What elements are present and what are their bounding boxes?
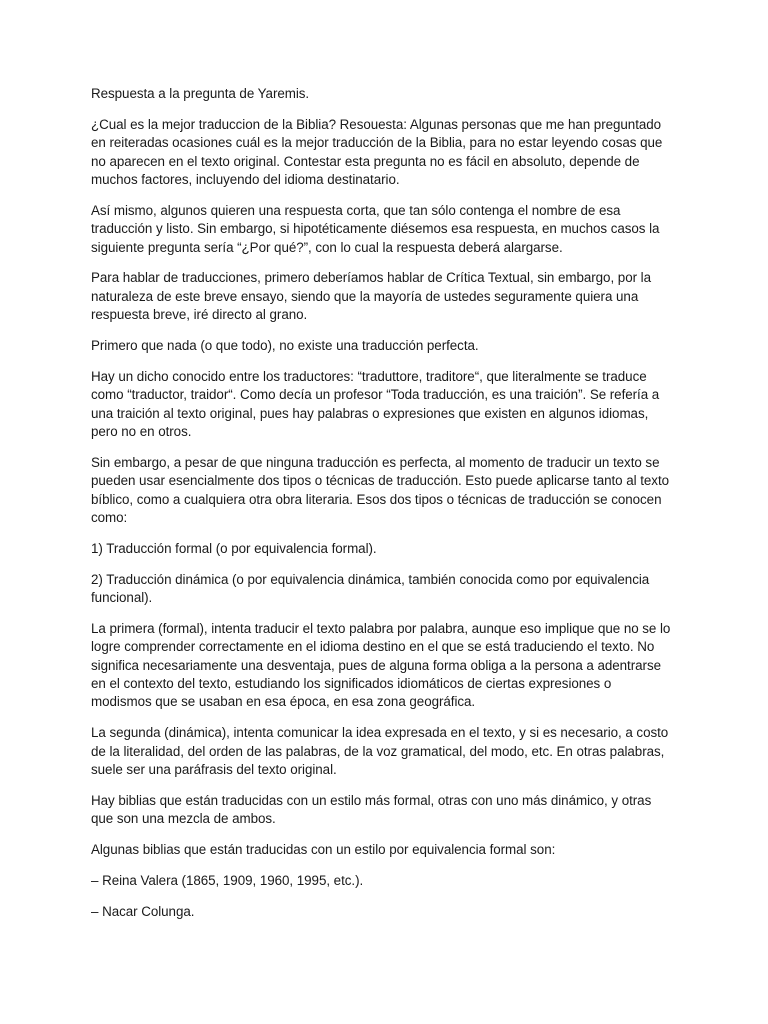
paragraph: ¿Cual es la mejor traduccion de la Biblia? Resouesta: Algunas personas que me han preguntado en reiteradas ocasiones cuál es la mejor traducción de la Biblia, para no estar leyendo cosas que no aparecen en el texto original. Contestar esta pregunta no es fácil en absoluto, depende de muchos factores, incluyendo del idioma destinatario. [91,116,663,188]
list-item: 1) Traducción formal (o por equivalencia formal). [91,540,377,556]
list-item: – Reina Valera (1865, 1909, 1960, 1995, etc.). [91,872,364,888]
paragraph: Hay un dicho conocido entre los traductores: “traduttore, traditore“, que literalmente se traduce como “traductor, traidor“. Como decía un profesor “Toda traducción, es una traición”. Se refería a una traición al texto original, pues hay palabras o expresiones que existen en algunos idiomas, pero no en otros. [91,368,660,440]
document-title-line: Respuesta a la pregunta de Yaremis. [91,86,310,101]
paragraph: Así mismo, algunos quieren una respuesta corta, que tan sólo contenga el nombre de esa traducción y listo. Sin embargo, si hipotéticamente diésemos esa respuesta, en muchos casos la siguiente pregunta sería “¿Por qué?”, con lo cual la respuesta deberá alargarse. [91,202,660,255]
paragraph: Para hablar de traducciones, primero deberíamos hablar de Crítica Textual, sin embargo, por la naturaleza de este breve ensayo, siendo que la mayoría de ustedes seguramente quiera una respuesta breve, iré directo al grano. [91,270,651,323]
paragraph: La segunda (dinámica), intenta comunicar la idea expresada en el texto, y si es necesario, a costo de la literalidad, del orden de las palabras, de la voz gramatical, del modo, etc. En otras palabras, suele ser una paráfrasis del texto original. [91,725,669,778]
list-item: 2) Traducción dinámica (o por equivalencia dinámica, también conocida como por equivalencia funcional). [91,571,650,606]
paragraph: Sin embargo, a pesar de que ninguna traducción es perfecta, al momento de traducir un texto se pueden usar esencialmente dos tipos o técnicas de traducción. Esto puede aplicarse tanto al texto bíblico, como a cualquiera otra obra literaria. Esos dos tipos o técnicas de traducción se conocen como: [91,454,670,526]
document-body [91,85,671,933]
paragraph: La primera (formal), intenta traducir el texto palabra por palabra, aunque eso implique que no se lo logre comprender correctamente en el idioma destino en el que se está traduciendo el texto. No significa necesariamente una desventaja, pues de alguna forma obliga a la persona a adentrarse en el contexto del texto, estudiando los significados idiomáticos de ciertas expresiones o modismos que se usaban en esa época, en esa zona geográfica. [91,620,671,710]
paragraph: Algunas biblias que están traducidas con un estilo por equivalencia formal son: [91,842,556,858]
list-item: – Nacar Colunga. [91,903,195,919]
paragraph: Hay biblias que están traducidas con un estilo más formal, otras con uno más dinámico, y otras que son una mezcla de ambos. [91,792,652,827]
paragraph: Primero que nada (o que todo), no existe una traducción perfecta. [91,338,479,354]
